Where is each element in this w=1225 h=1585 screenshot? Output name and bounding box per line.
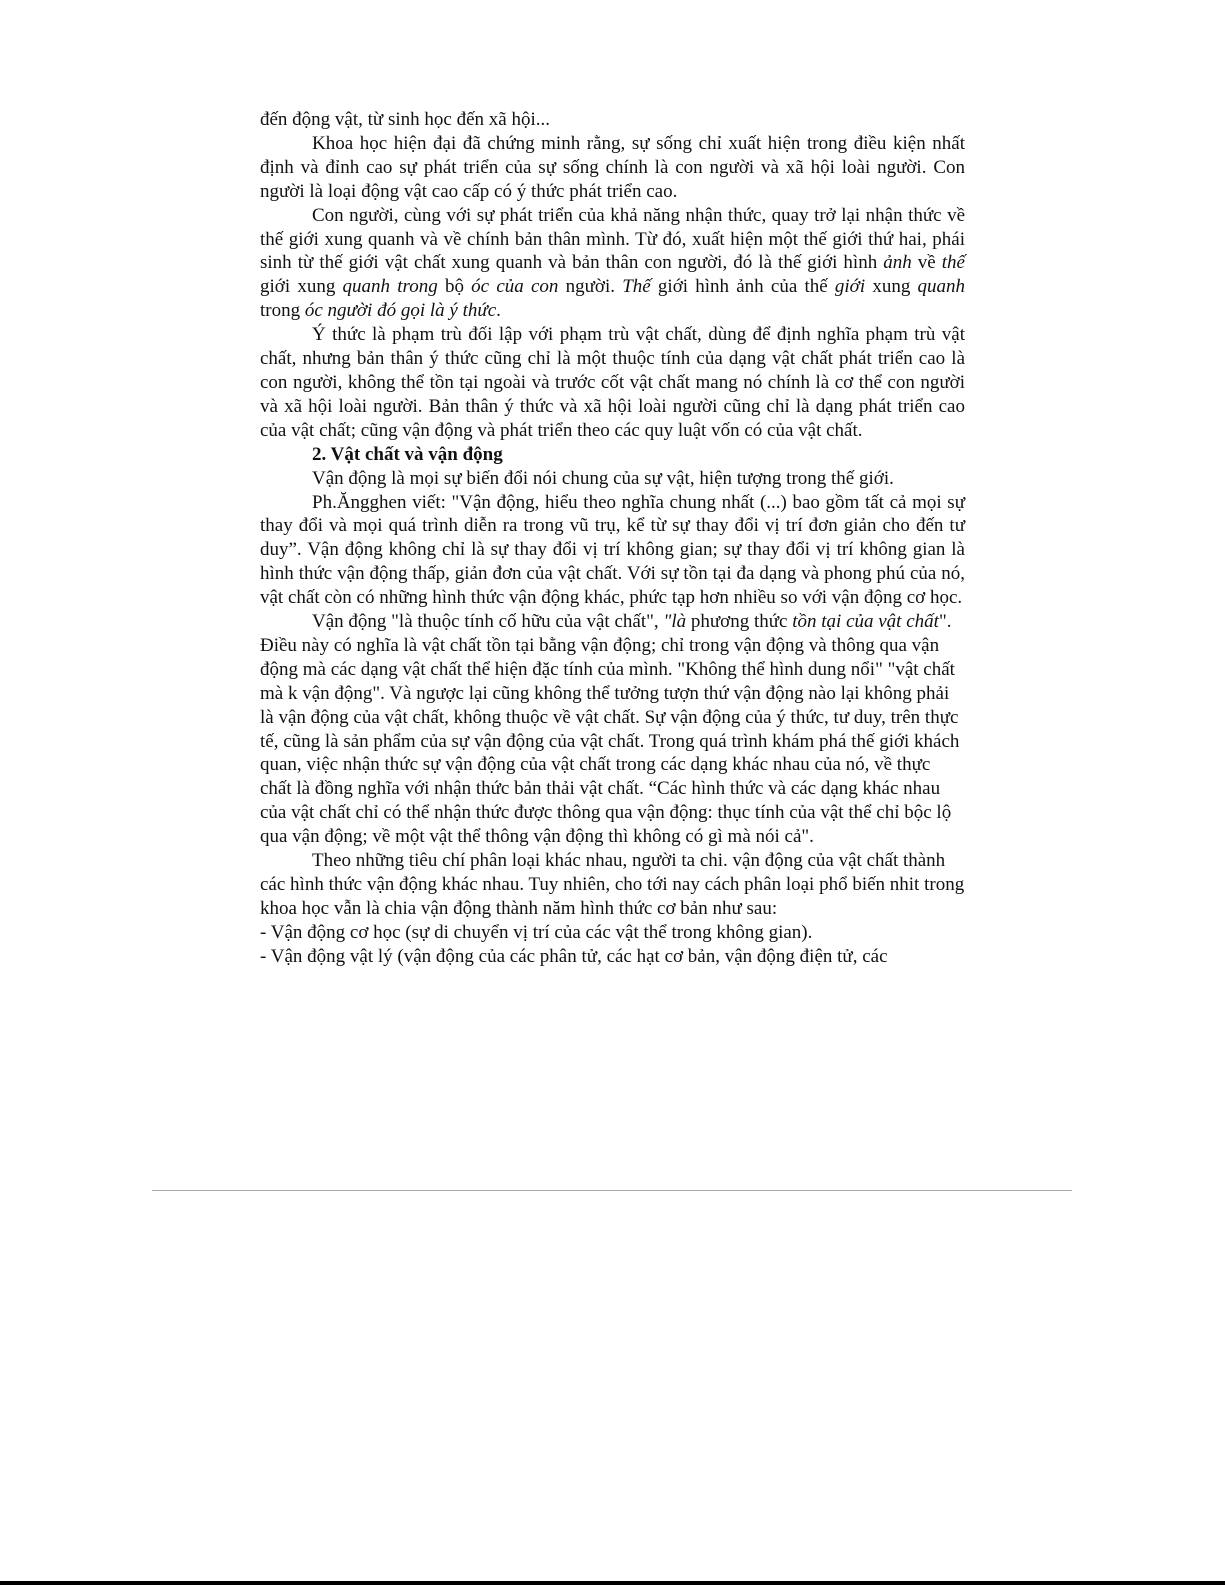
- paragraph-6: Ph.Ăngghen viết: "Vận động, hiểu theo nghĩa chung nhất (...) bao gồm tất cả mọi sự thay đổi và mọi quá trình diễn ra trong vũ trụ, kể từ sự thay đổi vị trí đơn giản cho đến tư duy”. Vận động không chỉ là sự thay đổi vị trí không gian; sự thay đổi vị trí không gian là hình thức vận động thấp, giản đơn của vật chất. Với sự tồn tại đa dạng và phong phú của nó, vật chất còn có những hình thức vận động khác, phức tạp hơn nhiều so với vận động cơ học.: [260, 491, 965, 609]
- section-heading: 2. Vật chất và vận động: [312, 443, 503, 465]
- text-run: giới hình ảnh của thế: [650, 276, 835, 298]
- text-run: ". Điều này có nghĩa là vật chất tồn tại bằng vận động; chỉ trong vận động và thông qua vận động mà các dạng vật chất thể hiện đặc tính của mình. "Không thể hình dung nổi" "vật chất mà k vận động". Và ngược lại cũng không thể tưởng tượn thứ vận động nào lại không phải là vận động của vật chất, không thuộc về vật chất. Sự vận động của ý thức, tư duy, trên thực tế, cũng là sản phẩm của sự vận động của vật chất. Trong quá trình khám phá thế giới khách quan, việc nhận thức sự vận động của vật chất trong các dạng khác nhau của nó, về thực chất là đồng nghĩa với nhận thức bản thải vật chất. “Các hình thức và các dạng khác nhau của vật chất chỉ có thể nhận thức được thông qua vận động: thục tính của vật thể chỉ bộc lộ qua vận động; về một vật thể thông vận động thì không có gì mà nói cả".: [260, 611, 960, 848]
- text-run: trong: [260, 300, 305, 322]
- italic-run: "là: [663, 611, 687, 633]
- text-run: Vận động "là thuộc tính cố hữu của vật chất",: [312, 611, 664, 633]
- text-run: bộ: [437, 276, 472, 298]
- bottom-edge-bar: [0, 1581, 1225, 1585]
- paragraph-1: đến động vật, từ sinh học đến xã hội...: [260, 109, 550, 130]
- italic-run: Thế: [622, 276, 651, 298]
- paragraph-8: Theo những tiêu chí phân loại khác nhau, người ta chi. vận động của vật chất thành các hình thức vận động khác nhau. Tuy nhiên, cho tới nay cách phân loại phổ biến nhit trong khoa học vẫn là chia vận động thành năm hình thức cơ bản như sau:: [260, 850, 965, 919]
- text-run: Con người, cùng với sự phát triển của khả năng nhận thức, quay trở lại nhận thức về thế giới xung quanh và về chính bản thân mình. Từ đó, xuất hiện một thế giới thứ hai, phái sinh từ thế giới vật chất xung quanh và bản thân con người, đó là thế giới hình: [260, 204, 965, 274]
- paragraph-4: Ý thức là phạm trù đối lập với phạm trù vật chất, dùng để định nghĩa phạm trù vật chất, nhưng bản thân ý thức cũng chỉ là một thuộc tính của dạng vật chất phát triển cao là con người, không thể tồn tại ngoài và trước cốt vật chất mang nó chính là cơ thể con người và xã hội loài người. Bản thân ý thức và xã hội loài người cũng chỉ là dạng phát triển cao của vật chất; cũng vận động và phát triển theo các quy luật vốn có của vật chất.: [260, 324, 965, 441]
- text-run: giới xung: [260, 276, 343, 298]
- page-divider: [152, 1190, 1072, 1191]
- italic-run: quanh trong: [342, 276, 438, 298]
- italic-run: giới: [834, 276, 866, 298]
- document-body: [260, 108, 965, 969]
- italic-run: óc của con: [471, 276, 559, 298]
- paragraph-7: [260, 610, 965, 849]
- text-run: về: [911, 252, 942, 274]
- italic-run: ảnh: [883, 252, 912, 274]
- paragraph-3: [260, 204, 965, 324]
- text-run: xung: [865, 276, 918, 298]
- list-item-1: - Vận động cơ học (sự di chuyển vị trí của các vật thể trong không gian).: [260, 921, 813, 943]
- italic-run: quanh: [917, 276, 966, 298]
- paragraph-2: Khoa học hiện đại đã chứng minh rằng, sự sống chỉ xuất hiện trong điều kiện nhất định và đỉnh cao sự phát triển của sự sống chính là con người và xã hội loài người. Con người là loại động vật cao cấp có ý thức phát triển cao.: [260, 132, 965, 202]
- text-run: .: [496, 300, 501, 322]
- italic-run: óc người đó gọi là ý thức: [304, 300, 497, 322]
- italic-run: thế: [941, 252, 965, 274]
- text-run: người.: [558, 276, 623, 298]
- paragraph-5: Vận động là mọi sự biến đổi nói chung của sự vật, hiện tượng trong thế giới.: [312, 467, 894, 489]
- italic-run: tồn tại của vật chất: [792, 611, 939, 633]
- text-run: phương thức: [686, 611, 793, 633]
- list-item-2: - Vận động vật lý (vận động của các phân tử, các hạt cơ bản, vận động điện tử, các: [260, 945, 888, 967]
